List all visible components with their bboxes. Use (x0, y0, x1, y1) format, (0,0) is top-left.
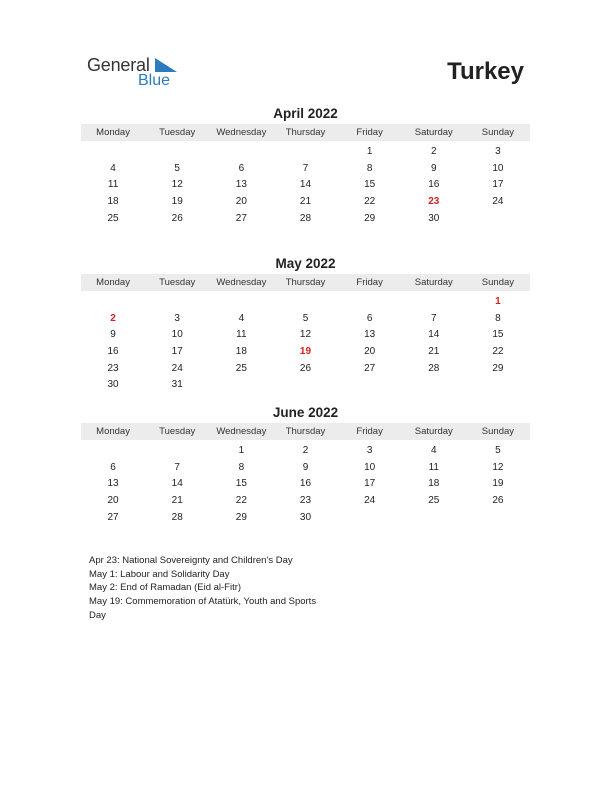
day-cell: 7 (174, 461, 180, 473)
day-cell: 24 (492, 196, 504, 208)
weekday-header: Monday (96, 277, 130, 288)
holiday-day-cell: 1 (495, 296, 501, 307)
day-cell: 2 (302, 445, 309, 456)
day-cell (338, 294, 402, 311)
week-row (81, 327, 530, 344)
week-row (81, 361, 530, 378)
week-row (81, 476, 530, 493)
day-cell: 22 (492, 346, 504, 358)
week-grid (81, 294, 530, 394)
day-cell: 1 (238, 445, 245, 456)
month-title: April 2022 (273, 106, 338, 121)
day-cell: 8 (495, 312, 501, 324)
day-cell: 14 (299, 179, 312, 191)
day-cell: 27 (235, 212, 247, 224)
day-cell: 16 (299, 478, 312, 490)
week-row (81, 194, 530, 211)
logo-text-general: General (87, 55, 150, 75)
week-row (81, 211, 530, 228)
weekday-header: Thursday (285, 277, 326, 288)
week-row (81, 144, 530, 161)
day-cell: 22 (235, 495, 247, 507)
day-cell: 15 (364, 179, 376, 191)
holiday-note: May 2: End of Ramadan (Eid al-Fitr) (89, 582, 242, 594)
day-cell: 6 (110, 461, 116, 473)
day-cell (209, 144, 273, 161)
day-cell: 11 (107, 179, 119, 191)
day-cell: 13 (364, 329, 376, 341)
month-april (81, 106, 530, 227)
weekday-header: Wednesday (216, 127, 267, 138)
week-row (81, 510, 530, 527)
day-cell (81, 144, 145, 161)
day-cell: 11 (428, 461, 439, 473)
day-cell: 18 (428, 478, 440, 490)
weekday-header: Sunday (481, 426, 515, 437)
day-cell (466, 211, 530, 228)
day-cell: 15 (235, 478, 247, 490)
day-cell: 11 (236, 329, 247, 341)
day-cell: 20 (364, 346, 376, 358)
month-june (81, 405, 530, 526)
week-row (81, 311, 530, 328)
day-cell: 8 (366, 162, 373, 174)
day-cell: 31 (171, 379, 183, 391)
day-cell (338, 510, 402, 527)
weekday-header: Tuesday (159, 127, 196, 138)
day-cell: 16 (428, 179, 440, 191)
day-cell: 22 (364, 196, 376, 208)
weekday-header: Sunday (481, 277, 515, 288)
day-cell: 15 (492, 329, 504, 341)
day-cell: 4 (110, 162, 116, 174)
day-cell (273, 294, 337, 311)
day-cell: 12 (299, 329, 312, 341)
day-cell: 3 (495, 146, 501, 157)
day-cell: 5 (495, 445, 501, 456)
day-cell: 25 (428, 495, 440, 507)
month-title: May 2022 (275, 256, 336, 271)
day-cell: 6 (238, 162, 245, 174)
day-cell: 19 (171, 196, 183, 208)
day-cell (145, 294, 209, 311)
day-cell (209, 294, 273, 311)
day-cell: 3 (366, 445, 373, 456)
country-title: Turkey (447, 58, 524, 85)
day-cell: 12 (492, 461, 504, 473)
day-cell (273, 377, 337, 394)
day-cell: 28 (428, 362, 440, 374)
day-cell: 25 (235, 362, 247, 374)
day-cell: 29 (492, 362, 504, 374)
day-cell: 3 (174, 312, 180, 324)
holiday-note: Apr 23: National Sovereignty and Children’s Day (89, 555, 293, 566)
weekday-header: Monday (96, 426, 130, 437)
day-cell (145, 144, 209, 161)
day-cell (466, 510, 530, 527)
day-cell: 23 (107, 362, 119, 374)
day-cell: 16 (107, 346, 119, 358)
day-cell: 18 (235, 346, 247, 358)
day-cell: 10 (364, 461, 376, 473)
weekday-header: Saturday (414, 127, 453, 138)
weekday-header: Tuesday (159, 426, 196, 437)
day-cell: 14 (171, 478, 183, 490)
weekday-header-row (81, 423, 530, 440)
weekday-header: Thursday (285, 426, 326, 437)
day-cell (402, 377, 466, 394)
holiday-note: May 1: Labour and Solidarity Day (89, 568, 230, 580)
day-cell (402, 510, 466, 527)
day-cell: 28 (171, 511, 183, 523)
day-cell: 13 (107, 478, 119, 490)
holiday-day-cell: 19 (299, 346, 312, 358)
logo (87, 55, 187, 93)
week-row (81, 493, 530, 510)
day-cell: 18 (107, 196, 119, 208)
holiday-day-cell: 2 (110, 312, 116, 324)
weekday-header: Saturday (414, 277, 453, 288)
day-cell: 28 (299, 212, 312, 224)
day-cell: 20 (107, 495, 119, 507)
day-cell: 30 (428, 212, 440, 224)
day-cell: 27 (364, 362, 376, 374)
day-cell: 29 (364, 212, 376, 224)
day-cell: 9 (302, 461, 309, 473)
day-cell (273, 144, 337, 161)
week-row (81, 460, 530, 477)
logo-text-blue: Blue (138, 72, 171, 89)
week-row (81, 177, 530, 194)
day-cell: 26 (299, 362, 312, 374)
day-cell: 7 (430, 312, 437, 324)
day-cell: 7 (302, 162, 309, 174)
day-cell: 17 (171, 346, 183, 358)
day-cell: 6 (366, 312, 373, 324)
day-cell: 19 (492, 478, 504, 490)
weekday-header: Friday (356, 277, 383, 288)
day-cell: 12 (171, 179, 183, 191)
day-cell: 13 (235, 179, 247, 191)
week-row (81, 294, 530, 311)
day-cell: 9 (430, 162, 437, 174)
weekday-header-row (81, 124, 530, 141)
week-grid (81, 443, 530, 526)
day-cell: 4 (430, 445, 437, 456)
weekday-header: Saturday (414, 426, 453, 437)
logo-triangle-icon (155, 58, 177, 72)
day-cell (209, 377, 273, 394)
day-cell: 4 (238, 312, 245, 324)
day-cell: 24 (364, 495, 376, 507)
day-cell (338, 377, 402, 394)
week-row (81, 443, 530, 460)
day-cell: 2 (430, 146, 437, 157)
day-cell: 26 (171, 212, 183, 224)
day-cell: 1 (366, 146, 373, 157)
day-cell: 20 (235, 196, 247, 208)
weekday-header: Wednesday (216, 426, 267, 437)
day-cell: 8 (238, 461, 245, 473)
day-cell (145, 443, 209, 460)
day-cell: 30 (107, 379, 119, 391)
weekday-header: Friday (356, 426, 383, 437)
day-cell: 26 (492, 495, 504, 507)
weekday-header-row (81, 274, 530, 291)
holiday-day-cell: 23 (428, 196, 440, 208)
week-row (81, 161, 530, 178)
weekday-header: Thursday (285, 127, 326, 138)
weekday-header: Friday (356, 127, 383, 138)
day-cell (466, 377, 530, 394)
day-cell: 5 (174, 162, 180, 174)
day-cell: 25 (107, 212, 119, 224)
day-cell: 30 (299, 511, 312, 523)
week-row (81, 344, 530, 361)
day-cell: 17 (364, 478, 376, 490)
weekday-header: Sunday (481, 127, 515, 138)
day-cell: 14 (428, 329, 440, 341)
week-row (81, 377, 530, 394)
day-cell: 24 (171, 362, 183, 374)
weekday-header: Tuesday (159, 277, 196, 288)
day-cell: 23 (299, 495, 312, 507)
month-title: June 2022 (272, 405, 339, 420)
day-cell: 21 (428, 346, 440, 358)
month-may (81, 256, 530, 394)
weekday-header: Wednesday (216, 277, 267, 288)
day-cell (81, 443, 145, 460)
day-cell (81, 294, 145, 311)
holiday-note: May 19: Commemoration of Atatürk, Youth and Sports Day (89, 596, 317, 621)
day-cell: 21 (299, 196, 312, 208)
day-cell: 10 (171, 329, 183, 341)
holiday-list (89, 554, 329, 623)
day-cell: 29 (235, 511, 247, 523)
day-cell: 27 (107, 511, 119, 523)
week-grid (81, 144, 530, 227)
day-cell: 9 (110, 329, 116, 341)
day-cell: 21 (171, 495, 183, 507)
day-cell: 10 (492, 162, 504, 174)
day-cell: 5 (302, 312, 309, 324)
weekday-header: Monday (96, 127, 130, 138)
day-cell: 17 (492, 179, 504, 191)
day-cell (402, 294, 466, 311)
